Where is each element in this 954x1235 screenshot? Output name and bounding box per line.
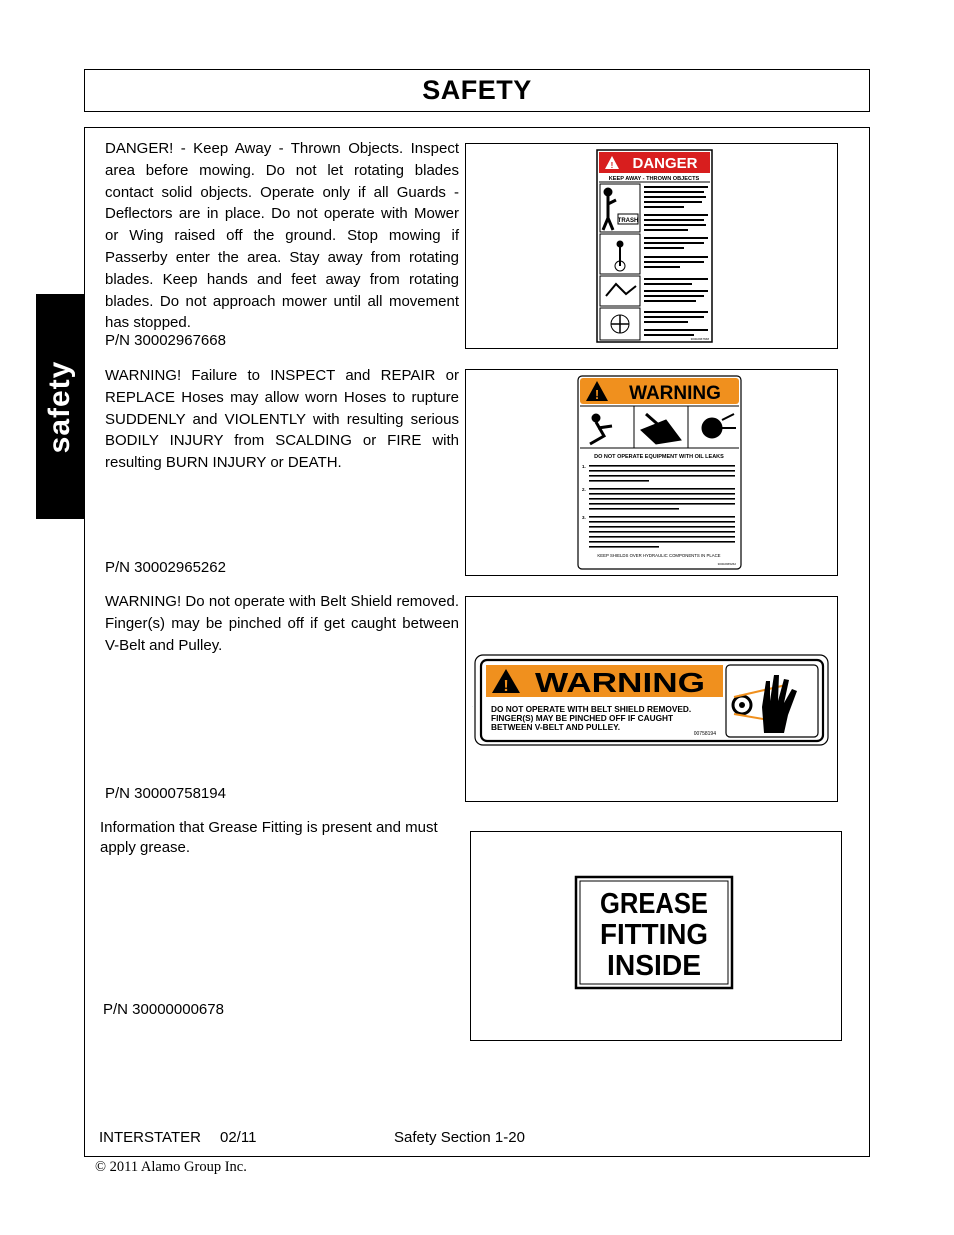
svg-text:3.: 3.: [582, 515, 586, 520]
grease-decal-image: [471, 832, 841, 1040]
svg-text:!: !: [503, 678, 509, 695]
svg-text:2.: 2.: [582, 487, 586, 492]
part-number-hose: P/N 30002965262: [105, 559, 226, 576]
section-grease-text: Information that Grease Fitting is present and must apply grease.: [100, 819, 438, 856]
copyright: © 2011 Alamo Group Inc.: [95, 1159, 247, 1175]
grease-line-2: FITTING: [600, 919, 708, 951]
hose-warning-decal-image: [466, 370, 837, 575]
svg-text:1.: 1.: [582, 464, 586, 469]
svg-text:TRASH: TRASH: [617, 218, 639, 224]
section-belt-warning-text: WARNING! Do not operate with Belt Shield removed. Finger(s) may be pinched off if get caught between V-Belt and Pulley.: [105, 593, 459, 654]
side-tab-label: safety: [43, 360, 76, 453]
belt-warning-decal-frame: [465, 596, 838, 802]
danger-header-text: DANGER: [632, 155, 698, 172]
belt-warning-decal-image: [466, 597, 837, 801]
hose-decal-code: 30002965262: [717, 562, 736, 566]
part-number-belt: P/N 30000758194: [105, 785, 226, 802]
grease-line-3: INSIDE: [607, 950, 701, 982]
belt-warning-line-3: BETWEEN V-BELT AND PULLEY.: [491, 722, 621, 732]
grease-line-1: GREASE: [600, 888, 708, 920]
page-title-box: [84, 69, 870, 112]
grease-decal-frame: [470, 831, 842, 1041]
danger-decal-frame: [465, 143, 838, 349]
svg-text:.: .: [472, 704, 473, 708]
footer-model: INTERSTATER: [99, 1129, 201, 1146]
belt-warning-header-text: WARNING: [535, 667, 705, 698]
belt-warning-line-1: DO NOT OPERATE WITH BELT SHIELD REMOVED.: [491, 704, 692, 714]
hose-warning-header-text: WARNING: [629, 383, 721, 404]
footer-date: 02/11: [220, 1129, 257, 1146]
side-tab: [36, 294, 84, 519]
hose-warning-footer: KEEP SHIELDS OVER HYDRAULIC COMPONENTS IN PLACE: [597, 553, 721, 558]
hose-warning-decal-frame: [465, 369, 838, 576]
belt-decal-code: 00758194: [693, 731, 716, 737]
danger-decal-image: [466, 144, 837, 348]
danger-subheader: KEEP AWAY - THROWN OBJECTS: [608, 176, 700, 182]
part-number-danger: P/N 30002967668: [105, 332, 226, 349]
danger-decal-code: 30002967668: [690, 337, 709, 341]
page-title: SAFETY: [422, 75, 532, 105]
hose-warning-subheader: DO NOT OPERATE EQUIPMENT WITH OIL LEAKS: [594, 454, 724, 460]
svg-text:!: !: [610, 161, 614, 170]
svg-text:!: !: [594, 387, 600, 402]
footer-section: Safety Section 1-20: [394, 1129, 525, 1146]
hand-belt-pulley-icon: [726, 665, 818, 737]
part-number-grease: P/N 30000000678: [103, 1001, 224, 1018]
section-hose-warning-text: WARNING! Failure to INSPECT and REPAIR or REPLACE Hoses may allow worn Hoses to rupture SUDDENLY and VIOLENTLY with resulting serious BODILY INJURY from SCALDING or FIRE with resulting BURN INJURY or DEATH.: [105, 367, 459, 472]
belt-warning-line-2: FINGER(S) MAY BE PINCHED OFF IF CAUGHT: [491, 713, 674, 723]
section-danger-text: DANGER! - Keep Away - Thrown Objects. Inspect area before mowing. Do not let rotating blades contact solid objects. Operate only if all Guards - Deflectors are in place. Do not operate with Mower or Wing raised off the ground. Stop mowing if Passerby enter the area. Stay away from rotating blades. Keep hands and feet away from rotating blades. Do not approach mower until all movement has stopped.: [105, 140, 459, 332]
